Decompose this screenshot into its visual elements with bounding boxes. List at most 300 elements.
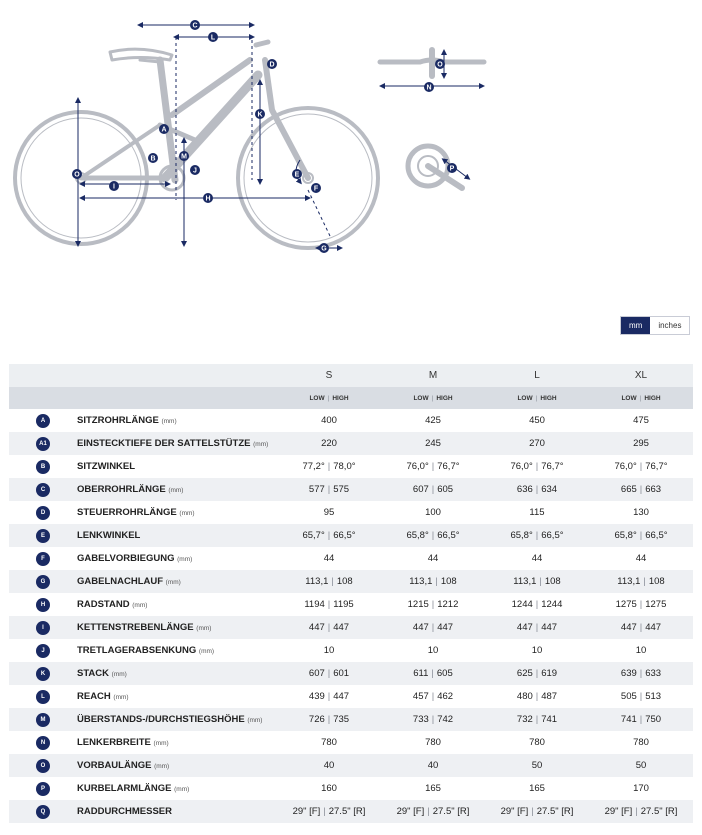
row-badge-cell bbox=[9, 455, 77, 478]
measurement-name-cell bbox=[77, 593, 277, 616]
row-badge-cell bbox=[9, 478, 77, 501]
measurement-name: TRETLAGERABSENKUNG bbox=[77, 645, 197, 656]
value-separator: | bbox=[431, 714, 435, 725]
single-value: 10 bbox=[635, 645, 647, 656]
table-row bbox=[9, 777, 693, 800]
low-high-header bbox=[589, 387, 693, 409]
high-label: HIGH bbox=[332, 394, 349, 402]
geometry-diagram bbox=[0, 0, 702, 300]
measurement-name: GABELVORBIEGUNG bbox=[77, 553, 175, 564]
measurement-name-cell bbox=[77, 478, 277, 501]
value-cell bbox=[485, 800, 589, 823]
high-value: 66,5° bbox=[541, 530, 564, 541]
measurement-name-cell bbox=[77, 524, 277, 547]
low-value: 577 bbox=[308, 484, 325, 495]
low-value: 457 bbox=[412, 691, 429, 702]
high-value: 619 bbox=[541, 668, 558, 679]
measurement-name-cell bbox=[77, 501, 277, 524]
value-cell bbox=[589, 662, 693, 685]
single-value: 44 bbox=[427, 553, 439, 564]
low-value: 439 bbox=[308, 691, 325, 702]
high-value: 601 bbox=[333, 668, 350, 679]
value-cell bbox=[485, 593, 589, 616]
measurement-unit: (mm) bbox=[161, 418, 177, 425]
value-separator: | bbox=[427, 806, 430, 817]
value-cell bbox=[485, 731, 589, 754]
value-separator: | bbox=[535, 599, 539, 610]
low-high-header-row bbox=[9, 387, 693, 409]
high-value: 447 bbox=[333, 622, 350, 633]
low-value: 29" [F] bbox=[500, 806, 529, 817]
low-high-header bbox=[381, 387, 485, 409]
measurement-name-cell bbox=[77, 455, 277, 478]
measurement-name: SITZWINKEL bbox=[77, 461, 136, 472]
svg-text:G: G bbox=[321, 245, 327, 253]
measurement-unit: (mm) bbox=[153, 740, 169, 747]
value-separator: | bbox=[635, 806, 638, 817]
measurement-name-cell bbox=[77, 570, 277, 593]
value-separator: | bbox=[327, 461, 331, 472]
value-cell bbox=[485, 409, 589, 432]
value-separator: | bbox=[639, 530, 643, 541]
low-value: 726 bbox=[308, 714, 325, 725]
unit-mm-button[interactable]: mm bbox=[621, 317, 650, 334]
geometry-table-body bbox=[9, 409, 693, 823]
single-value: 160 bbox=[321, 783, 337, 794]
value-cell bbox=[485, 524, 589, 547]
value-cell bbox=[277, 547, 381, 570]
high-value: 447 bbox=[333, 691, 350, 702]
high-value: 27.5" [R] bbox=[536, 806, 574, 817]
value-separator: | bbox=[431, 484, 435, 495]
svg-text:C: C bbox=[192, 22, 198, 30]
measurement-unit: (mm) bbox=[196, 625, 212, 632]
value-separator: | bbox=[639, 714, 643, 725]
measurement-badge: Q bbox=[36, 805, 50, 819]
measurement-name: GABELNACHLAUF bbox=[77, 576, 164, 587]
single-value: 780 bbox=[425, 737, 441, 748]
measurement-name: LENKWINKEL bbox=[77, 530, 141, 541]
svg-text:O: O bbox=[437, 61, 443, 69]
value-separator: | bbox=[431, 668, 434, 679]
value-separator: | bbox=[535, 530, 539, 541]
low-value: 65,8° bbox=[510, 530, 533, 541]
value-separator: | bbox=[639, 622, 643, 633]
value-cell bbox=[381, 432, 485, 455]
single-value: 220 bbox=[321, 438, 337, 449]
row-badge-cell bbox=[9, 409, 77, 432]
high-value: 108 bbox=[544, 576, 561, 587]
low-value: 29" [F] bbox=[604, 806, 633, 817]
value-cell bbox=[485, 777, 589, 800]
measurement-name: STACK bbox=[77, 668, 110, 679]
value-cell bbox=[381, 639, 485, 662]
value-cell bbox=[277, 616, 381, 639]
size-header-m: M bbox=[381, 364, 485, 387]
value-cell bbox=[381, 547, 485, 570]
value-cell bbox=[589, 593, 693, 616]
value-cell bbox=[381, 754, 485, 777]
low-value: 665 bbox=[620, 484, 637, 495]
value-separator: | bbox=[327, 714, 331, 725]
value-separator: | bbox=[323, 806, 326, 817]
value-cell bbox=[381, 593, 485, 616]
low-label: LOW bbox=[621, 394, 637, 402]
svg-text:A: A bbox=[161, 126, 167, 134]
single-value: 130 bbox=[633, 507, 649, 518]
bike-diagram-svg bbox=[0, 0, 702, 300]
value-separator: | bbox=[431, 530, 435, 541]
low-value: 732 bbox=[516, 714, 533, 725]
measurement-unit: (mm) bbox=[168, 487, 184, 494]
value-separator: | bbox=[331, 576, 334, 587]
measurement-badge: D bbox=[36, 506, 50, 520]
high-value: 742 bbox=[437, 714, 454, 725]
value-cell bbox=[277, 685, 381, 708]
single-value: 44 bbox=[323, 553, 335, 564]
row-badge-cell bbox=[9, 547, 77, 570]
high-value: 1212 bbox=[437, 599, 459, 610]
table-row bbox=[9, 409, 693, 432]
low-label: LOW bbox=[413, 394, 429, 402]
row-badge-cell bbox=[9, 708, 77, 731]
table-row bbox=[9, 708, 693, 731]
value-separator: | bbox=[535, 622, 539, 633]
single-value: 10 bbox=[531, 645, 543, 656]
size-header-s: S bbox=[277, 364, 381, 387]
measurement-name: KURBELARMLÄNGE bbox=[77, 783, 172, 794]
row-badge-cell bbox=[9, 662, 77, 685]
header-empty-name bbox=[77, 364, 277, 387]
low-value: 113,1 bbox=[617, 576, 641, 587]
value-cell bbox=[589, 547, 693, 570]
value-cell bbox=[589, 524, 693, 547]
measurement-unit: (mm) bbox=[113, 694, 129, 701]
value-cell bbox=[277, 754, 381, 777]
value-cell bbox=[277, 478, 381, 501]
table-row bbox=[9, 593, 693, 616]
value-cell bbox=[277, 432, 381, 455]
high-value: 447 bbox=[437, 622, 454, 633]
value-cell bbox=[381, 800, 485, 823]
single-value: 10 bbox=[323, 645, 335, 656]
low-value: 625 bbox=[516, 668, 533, 679]
high-value: 108 bbox=[648, 576, 665, 587]
value-cell bbox=[381, 501, 485, 524]
value-cell bbox=[589, 455, 693, 478]
measurement-badge: F bbox=[36, 552, 50, 566]
measurement-name-cell bbox=[77, 777, 277, 800]
high-value: 634 bbox=[541, 484, 558, 495]
value-separator: | bbox=[535, 484, 539, 495]
size-header-l: L bbox=[485, 364, 589, 387]
table-row bbox=[9, 731, 693, 754]
measurement-name: KETTENSTREBENLÄNGE bbox=[77, 622, 194, 633]
subheader-empty-badge bbox=[9, 387, 77, 409]
value-cell bbox=[485, 662, 589, 685]
measurement-name: LENKERBREITE bbox=[77, 737, 151, 748]
low-value: 65,7° bbox=[302, 530, 325, 541]
value-cell bbox=[381, 616, 485, 639]
svg-text:I: I bbox=[113, 183, 115, 191]
row-badge-cell bbox=[9, 754, 77, 777]
high-value: 447 bbox=[645, 622, 662, 633]
value-cell bbox=[485, 455, 589, 478]
row-badge-cell bbox=[9, 593, 77, 616]
low-value: 447 bbox=[620, 622, 637, 633]
measurement-badge: B bbox=[36, 460, 50, 474]
value-separator: | bbox=[535, 714, 539, 725]
table-row bbox=[9, 501, 693, 524]
svg-text:J: J bbox=[193, 167, 197, 175]
svg-text:E: E bbox=[294, 171, 300, 179]
table-row bbox=[9, 754, 693, 777]
low-value: 77,2° bbox=[302, 461, 325, 472]
high-value: 66,5° bbox=[645, 530, 668, 541]
measurement-unit: (mm) bbox=[165, 579, 181, 586]
measurement-name-cell bbox=[77, 547, 277, 570]
svg-text:H: H bbox=[205, 195, 211, 203]
svg-text:B: B bbox=[150, 155, 156, 163]
measurement-unit: (mm) bbox=[111, 671, 127, 678]
low-value: 65,8° bbox=[614, 530, 637, 541]
high-value: 487 bbox=[541, 691, 558, 702]
row-badge-cell bbox=[9, 731, 77, 754]
high-value: 76,7° bbox=[645, 461, 668, 472]
svg-text:K: K bbox=[257, 111, 263, 119]
value-separator: | bbox=[327, 691, 331, 702]
value-cell bbox=[589, 731, 693, 754]
measurement-name-cell bbox=[77, 708, 277, 731]
measurement-name: VORBAULÄNGE bbox=[77, 760, 152, 771]
high-value: 66,5° bbox=[437, 530, 460, 541]
row-badge-cell bbox=[9, 432, 77, 455]
measurement-name: RADDURCHMESSER bbox=[77, 806, 173, 817]
value-cell bbox=[485, 685, 589, 708]
value-cell bbox=[277, 501, 381, 524]
row-badge-cell bbox=[9, 777, 77, 800]
measurement-name-cell bbox=[77, 616, 277, 639]
low-value: 113,1 bbox=[513, 576, 537, 587]
single-value: 170 bbox=[633, 783, 649, 794]
measurement-name-cell bbox=[77, 662, 277, 685]
table-row bbox=[9, 685, 693, 708]
single-value: 44 bbox=[635, 553, 647, 564]
value-separator: | bbox=[639, 668, 643, 679]
value-cell bbox=[277, 455, 381, 478]
svg-text:O: O bbox=[74, 171, 80, 179]
measurement-name: ÜBERSTANDS-/DURCHSTIEGSHÖHE bbox=[77, 714, 245, 725]
value-cell bbox=[381, 731, 485, 754]
high-value: 462 bbox=[437, 691, 454, 702]
high-value: 76,7° bbox=[437, 461, 460, 472]
measurement-name: EINSTECKTIEFE DER SATTELSTÜTZE bbox=[77, 438, 251, 449]
value-cell bbox=[589, 708, 693, 731]
measurement-unit: (mm) bbox=[177, 556, 193, 563]
table-row bbox=[9, 570, 693, 593]
value-separator: | bbox=[643, 576, 646, 587]
measurement-name-cell bbox=[77, 800, 277, 823]
high-label: HIGH bbox=[436, 394, 453, 402]
low-high-header bbox=[277, 387, 381, 409]
value-cell bbox=[381, 478, 485, 501]
measurement-unit: (mm) bbox=[253, 441, 269, 448]
value-cell bbox=[589, 754, 693, 777]
measurement-badge: E bbox=[36, 529, 50, 543]
value-separator: | bbox=[531, 806, 534, 817]
low-value: 76,0° bbox=[614, 461, 637, 472]
low-value: 607 bbox=[308, 668, 325, 679]
value-cell bbox=[277, 593, 381, 616]
value-cell bbox=[589, 685, 693, 708]
single-value: 165 bbox=[529, 783, 545, 794]
measurement-badge: P bbox=[36, 782, 50, 796]
subheader-empty-name bbox=[77, 387, 277, 409]
single-value: 50 bbox=[531, 760, 543, 771]
row-badge-cell bbox=[9, 570, 77, 593]
value-cell bbox=[381, 570, 485, 593]
measurement-name: STEUERROHRLÄNGE bbox=[77, 507, 177, 518]
measurement-unit: (mm) bbox=[132, 602, 148, 609]
low-value: 29" [F] bbox=[396, 806, 425, 817]
svg-text:D: D bbox=[269, 61, 275, 69]
high-value: 27.5" [R] bbox=[640, 806, 678, 817]
high-label: HIGH bbox=[540, 394, 557, 402]
single-value: 780 bbox=[529, 737, 545, 748]
low-value: 1194 bbox=[304, 599, 325, 610]
single-value: 780 bbox=[321, 737, 337, 748]
value-separator: | bbox=[327, 530, 331, 541]
size-header-xl: XL bbox=[589, 364, 693, 387]
value-separator: | bbox=[431, 691, 435, 702]
value-separator: | bbox=[535, 668, 539, 679]
value-cell bbox=[277, 639, 381, 662]
table-row bbox=[9, 455, 693, 478]
value-cell bbox=[381, 409, 485, 432]
value-cell bbox=[589, 800, 693, 823]
low-value: 76,0° bbox=[406, 461, 429, 472]
low-value: 447 bbox=[308, 622, 325, 633]
high-value: 27.5" [R] bbox=[328, 806, 366, 817]
value-separator: | bbox=[639, 599, 643, 610]
value-cell bbox=[485, 616, 589, 639]
high-value: 27.5" [R] bbox=[432, 806, 470, 817]
high-value: 575 bbox=[333, 484, 350, 495]
single-value: 165 bbox=[425, 783, 441, 794]
value-separator: | bbox=[431, 461, 435, 472]
value-separator: | bbox=[639, 461, 643, 472]
measurement-name-cell bbox=[77, 731, 277, 754]
value-cell bbox=[277, 708, 381, 731]
value-separator: | bbox=[327, 622, 331, 633]
single-value: 270 bbox=[529, 438, 545, 449]
single-value: 450 bbox=[529, 415, 545, 426]
measurement-badge: J bbox=[36, 644, 50, 658]
low-value: 65,8° bbox=[406, 530, 429, 541]
svg-text:L: L bbox=[210, 34, 216, 42]
value-cell bbox=[485, 547, 589, 570]
svg-text:N: N bbox=[426, 84, 432, 92]
low-label: LOW bbox=[309, 394, 325, 402]
unit-inches-button[interactable]: inches bbox=[650, 317, 689, 334]
high-value: 1195 bbox=[333, 599, 354, 610]
low-value: 29" [F] bbox=[292, 806, 321, 817]
measurement-name: REACH bbox=[77, 691, 111, 702]
measurement-badge: A1 bbox=[36, 437, 50, 451]
high-value: 633 bbox=[645, 668, 662, 679]
value-separator: | bbox=[435, 576, 438, 587]
single-value: 50 bbox=[635, 760, 647, 771]
single-value: 44 bbox=[531, 553, 543, 564]
high-value: 447 bbox=[541, 622, 558, 633]
value-separator: | bbox=[535, 461, 539, 472]
value-separator: | bbox=[639, 484, 643, 495]
size-header-row bbox=[9, 364, 693, 387]
value-cell bbox=[485, 432, 589, 455]
low-value: 639 bbox=[620, 668, 637, 679]
measurement-badge: I bbox=[36, 621, 50, 635]
value-cell bbox=[485, 478, 589, 501]
measurement-name-cell bbox=[77, 754, 277, 777]
value-cell bbox=[277, 662, 381, 685]
value-cell bbox=[589, 501, 693, 524]
measurement-badge: O bbox=[36, 759, 50, 773]
svg-text:F: F bbox=[313, 185, 319, 193]
value-cell bbox=[589, 409, 693, 432]
table-row bbox=[9, 662, 693, 685]
row-badge-cell bbox=[9, 616, 77, 639]
single-value: 100 bbox=[425, 507, 441, 518]
single-value: 95 bbox=[323, 507, 335, 518]
measurement-badge: A bbox=[36, 414, 50, 428]
value-cell bbox=[381, 708, 485, 731]
high-value: 605 bbox=[436, 668, 453, 679]
separator: | bbox=[639, 394, 642, 402]
table-row bbox=[9, 432, 693, 455]
single-value: 780 bbox=[633, 737, 649, 748]
single-value: 295 bbox=[633, 438, 649, 449]
high-value: 66,5° bbox=[333, 530, 356, 541]
value-cell bbox=[589, 639, 693, 662]
single-value: 10 bbox=[427, 645, 439, 656]
value-separator: | bbox=[327, 484, 331, 495]
value-cell bbox=[589, 432, 693, 455]
measurement-unit: (mm) bbox=[247, 717, 263, 724]
row-badge-cell bbox=[9, 501, 77, 524]
value-separator: | bbox=[327, 599, 331, 610]
high-value: 513 bbox=[645, 691, 662, 702]
high-value: 108 bbox=[336, 576, 353, 587]
value-separator: | bbox=[539, 576, 542, 587]
value-cell bbox=[589, 478, 693, 501]
measurement-badge: H bbox=[36, 598, 50, 612]
svg-text:M: M bbox=[181, 153, 187, 161]
value-cell bbox=[381, 662, 485, 685]
low-value: 1215 bbox=[407, 599, 429, 610]
value-cell bbox=[485, 639, 589, 662]
low-value: 505 bbox=[620, 691, 637, 702]
measurement-unit: (mm) bbox=[179, 510, 195, 517]
low-label: LOW bbox=[517, 394, 533, 402]
row-badge-cell bbox=[9, 524, 77, 547]
row-badge-cell bbox=[9, 639, 77, 662]
measurement-name: OBERROHRLÄNGE bbox=[77, 484, 166, 495]
value-cell bbox=[277, 800, 381, 823]
value-cell bbox=[485, 708, 589, 731]
measurement-name-cell bbox=[77, 409, 277, 432]
measurement-name: SITZROHRLÄNGE bbox=[77, 415, 159, 426]
low-value: 113,1 bbox=[305, 576, 329, 587]
